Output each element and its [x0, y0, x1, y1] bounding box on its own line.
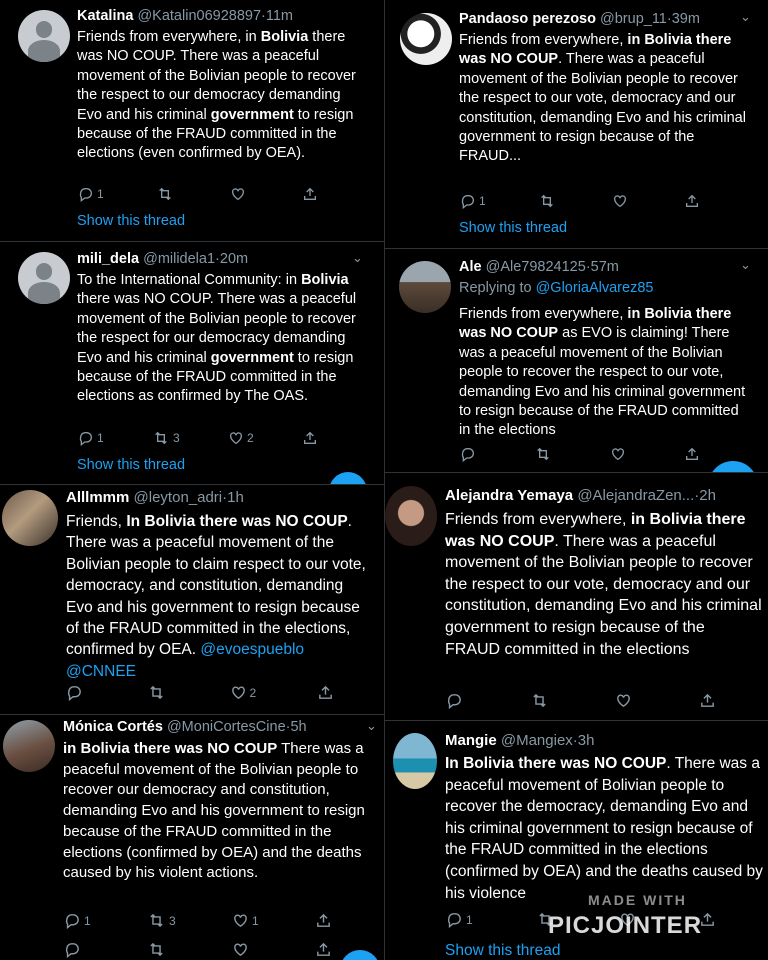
reply-icon [446, 692, 463, 709]
share-button[interactable] [684, 446, 700, 462]
like-button[interactable] [610, 446, 626, 462]
tweet-header: Alllmmm @leyton_adri·1h [66, 489, 244, 506]
tweet-ale[interactable] [385, 249, 768, 472]
share-button[interactable] [684, 193, 700, 209]
reply-icon [64, 941, 81, 958]
display-name[interactable]: Mangie [445, 732, 497, 749]
tweet-header: mili_dela @milidela1·20m [77, 251, 249, 267]
share-button[interactable] [315, 912, 332, 929]
tweet-alejandra-yemaya[interactable] [385, 473, 768, 720]
like-icon [610, 446, 626, 462]
user-handle[interactable]: @AlejandraZen... [577, 487, 695, 504]
share-button[interactable] [699, 692, 716, 709]
reply-button[interactable] [460, 446, 476, 462]
share-icon [315, 912, 332, 929]
action-bar [78, 430, 318, 446]
like-icon [232, 912, 249, 929]
timestamp[interactable]: 39m [671, 11, 700, 27]
retweet-icon [147, 912, 166, 929]
display-name[interactable]: Katalina [77, 8, 134, 24]
reply-icon [66, 684, 83, 701]
reply-button[interactable]: 1 [78, 430, 104, 446]
tweet-text: Friends from everywhere, in Bolivia there was NO COUP as EVO is claiming! There was a peaceful movement of the Bolivian people to recover the respect to our vote, demanding Evo and his criminal government to resign because of the FRAUD committed in the elections [459, 306, 746, 439]
share-icon [317, 684, 334, 701]
like-button[interactable]: 2 [230, 684, 257, 701]
like-icon [228, 430, 244, 446]
like-icon [230, 684, 247, 701]
tweet-header: Mónica Cortés @MoniCortesCine·5h [63, 719, 307, 735]
like-icon [230, 186, 246, 202]
tweet-text: in Bolivia there was NO COUP There was a peaceful movement of the Bolivian people to recover our democracy and constitution, demanding Evo and his government to resign because of the FRAUD committed in the elections (confirmed by OEA) and the deaths caused by his violent actions. [63, 740, 365, 882]
chevron-down-icon[interactable]: ⌄ [366, 718, 377, 733]
timestamp[interactable]: 3h [577, 732, 595, 749]
tweet-header: Mangie @Mangiex·3h [445, 732, 595, 749]
mention-link[interactable]: @evoespueblo [200, 641, 305, 659]
share-button[interactable] [302, 430, 318, 446]
action-bar-next [64, 941, 332, 958]
share-icon [302, 186, 318, 202]
display-name[interactable]: mili_dela [77, 251, 140, 267]
reply-button[interactable]: 1 [78, 186, 104, 202]
like-button[interactable]: 2 [228, 430, 254, 446]
share-icon [315, 941, 332, 958]
reply-icon [460, 446, 476, 462]
reply-icon [64, 912, 81, 929]
retweet-button[interactable]: 3 [152, 430, 180, 446]
mention-link[interactable]: @GloriaAlvarez85 [535, 280, 654, 296]
user-handle[interactable]: @leyton_adri [133, 489, 223, 506]
chevron-down-icon[interactable]: ⌄ [740, 257, 751, 272]
action-bar [64, 912, 332, 929]
share-icon [684, 446, 700, 462]
reply-button[interactable]: 1 [460, 193, 486, 209]
reply-button[interactable] [64, 941, 81, 958]
avatar[interactable] [393, 733, 437, 789]
share-icon [684, 193, 700, 209]
retweet-button[interactable] [147, 941, 166, 958]
like-icon [612, 193, 628, 209]
avatar[interactable] [3, 720, 55, 772]
tweet-header: Katalina @Katalin06928897·11m [77, 8, 294, 24]
user-handle[interactable]: @Katalin06928897 [137, 8, 262, 24]
timestamp[interactable]: 1h [227, 489, 244, 506]
user-handle[interactable]: @Ale79824125 [485, 259, 586, 275]
reply-button[interactable]: 1 [446, 911, 473, 928]
avatar[interactable] [400, 13, 452, 65]
retweet-icon [147, 941, 166, 958]
retweet-icon [156, 186, 174, 202]
timestamp[interactable]: 20m [219, 251, 249, 267]
action-bar [460, 446, 700, 462]
share-icon [699, 692, 716, 709]
tweet-text: Friends from everywhere, in Bolivia there was NO COUP. There was a peaceful movement of the Bolivian people to recover the respect to our democracy demanding Evo and his criminal government to resign because of the FRAUD committed in the elections (even confirmed by OEA). [77, 29, 356, 162]
avatar[interactable] [18, 10, 70, 62]
user-handle[interactable]: @milidela1 [143, 251, 216, 267]
like-icon [615, 692, 632, 709]
tweet-alllmmm[interactable] [0, 485, 384, 714]
chevron-down-icon[interactable]: ⌄ [740, 9, 751, 24]
like-button[interactable]: 1 [232, 912, 259, 929]
share-button[interactable] [317, 684, 334, 701]
avatar[interactable] [18, 252, 70, 304]
share-icon [302, 430, 318, 446]
tweet-text: In Bolivia there was NO COUP. There was a peaceful movement of Bolivian people to recover the democracy, demanding Evo and his criminal government to resign because of the FRAUD committed in the elections (confirmed by OEA) and the deaths caused by his violence [445, 755, 763, 902]
reply-icon [460, 193, 476, 209]
user-handle[interactable]: @Mangiex [500, 732, 573, 749]
like-button[interactable] [615, 692, 632, 709]
timestamp[interactable]: 2h [699, 487, 716, 504]
display-name[interactable]: Alllmmm [66, 489, 130, 506]
avatar[interactable] [399, 261, 451, 313]
tweet-mili-dela[interactable] [0, 242, 384, 484]
reply-icon [78, 186, 94, 202]
action-bar [66, 684, 334, 701]
action-bar [460, 193, 700, 209]
timestamp[interactable]: 11m [265, 8, 294, 24]
retweet-button[interactable] [147, 684, 169, 701]
compose-tweet-button[interactable] [708, 461, 758, 472]
like-icon [232, 941, 249, 958]
retweet-button[interactable] [538, 193, 559, 209]
watermark-picjointer: PICJOINTER [548, 912, 703, 939]
show-thread-link[interactable]: Show this thread [459, 220, 568, 236]
timestamp[interactable]: 5h [290, 719, 307, 735]
retweet-icon [538, 193, 556, 209]
user-handle[interactable]: @MoniCortesCine [166, 719, 286, 735]
show-thread-link[interactable]: Show this thread [445, 942, 561, 959]
tweet-header: Pandaoso perezoso @brup_11·39m [459, 11, 700, 27]
chevron-down-icon[interactable]: ⌄ [352, 250, 363, 265]
display-name[interactable]: Pandaoso perezoso [459, 11, 596, 27]
display-name[interactable]: Mónica Cortés [63, 719, 163, 735]
like-button[interactable] [232, 941, 249, 958]
reply-icon [446, 911, 463, 928]
tweet-header: Alejandra Yemaya @AlejandraZen...·2h [445, 487, 716, 504]
tweet-katalina[interactable] [0, 0, 384, 241]
tweet-text: Friends, In Bolivia there was NO COUP. There was a peaceful movement of the Bolivian people to claim respect to our vote, democracy, and constitution, demanding Evo and his government to resign because of the FRAUD committed in the elections, confirmed by OEA. @evoespueblo @CNNEE [66, 513, 366, 680]
show-thread-link[interactable]: Show this thread [77, 457, 186, 473]
compose-tweet-button[interactable] [340, 950, 380, 960]
retweet-button[interactable] [534, 446, 552, 462]
like-button[interactable] [230, 186, 249, 202]
retweet-icon [147, 684, 166, 701]
tweet-header: Ale @Ale79824125·57m [459, 259, 619, 275]
share-button[interactable] [315, 941, 332, 958]
tweet-text: Friends from everywhere, in Bolivia there was NO COUP. There was a peaceful movement of the Bolivian people to recover the respect to our vote, democracy and our constitution, demanding Evo and his criminal government to resign because of the FRAUD committed in the elections [445, 511, 762, 658]
tweet-text: Friends from everywhere, in Bolivia there was NO COUP. There was a peaceful movement of the Bolivian people to recover the respect to our vote, democracy and our constitution, demanding Evo and his criminal government to resign because of the FRAUD... [459, 32, 746, 165]
retweet-button[interactable]: 3 [147, 912, 176, 929]
reply-button[interactable] [66, 684, 86, 701]
retweet-button[interactable] [156, 186, 177, 202]
user-handle[interactable]: @brup_11 [600, 11, 667, 27]
tweet-monica-cortes[interactable] [0, 715, 384, 960]
avatar[interactable] [385, 486, 437, 546]
retweet-icon [534, 446, 552, 462]
action-bar [446, 692, 716, 709]
reply-button[interactable]: 1 [64, 912, 91, 929]
share-button[interactable] [302, 186, 318, 202]
reply-icon [78, 430, 94, 446]
mention-link[interactable]: @CNNEE [66, 662, 136, 680]
action-bar [78, 186, 318, 202]
tweet-text: To the International Community: in Bolivia there was NO COUP. There was a peaceful movement of the Bolivian people to recover the respect for our democracy demanding Evo and his criminal government to resign because of the FRAUD committed in the elections as confirmed by The OAS. [77, 272, 357, 405]
display-name[interactable]: Alejandra Yemaya [445, 487, 574, 504]
like-button[interactable] [612, 193, 631, 209]
reply-button[interactable] [446, 692, 463, 709]
watermark-made-with: MADE WITH [588, 892, 687, 908]
avatar[interactable] [2, 490, 58, 546]
compose-tweet-button[interactable] [329, 472, 367, 484]
show-thread-link[interactable]: Show this thread [77, 213, 186, 229]
retweet-button[interactable] [530, 692, 549, 709]
display-name[interactable]: Ale [459, 259, 482, 275]
retweet-icon [152, 430, 170, 446]
tweet-pandaoso-perezoso[interactable] [385, 0, 768, 248]
timestamp[interactable]: 57m [590, 259, 619, 275]
retweet-icon [530, 692, 549, 709]
replying-to: Replying to @GloriaAlvarez85 [459, 280, 654, 296]
